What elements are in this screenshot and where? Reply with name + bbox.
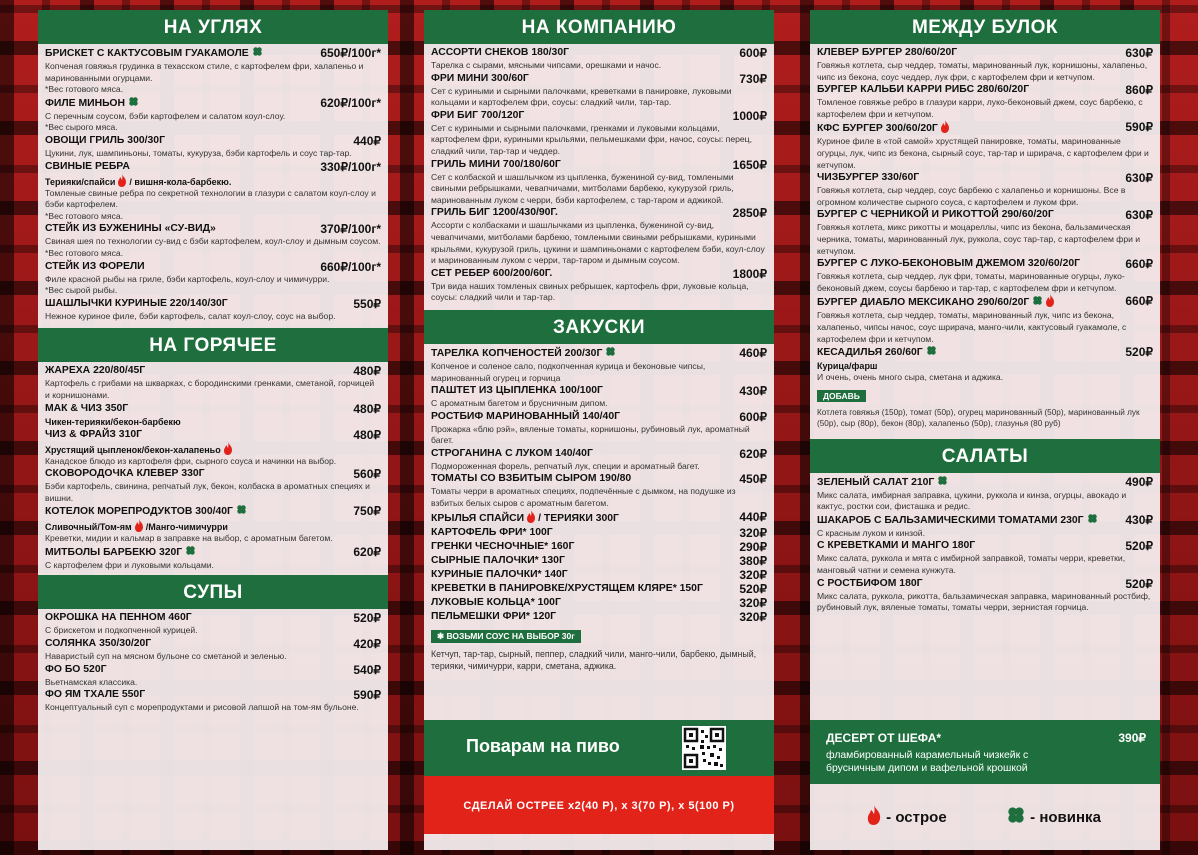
clover-icon [1087, 513, 1098, 524]
item-option: Курица/фарш [817, 361, 878, 372]
item-name: ГРЕНКИ ЧЕСНОЧНЫЕ* 160Г [431, 540, 575, 552]
item-desc: И очень, очень много сыра, сметана и аджика. [817, 372, 1004, 383]
menu-item [431, 526, 767, 540]
item-name: ФРИ БИГ 700/120Г [431, 109, 525, 121]
item-name: МАК & ЧИЗ 350Г [45, 402, 129, 414]
item-price: 320₽ [739, 567, 767, 582]
item-name: ЖАРЕХА 220/80/45Г [45, 365, 146, 377]
item-name: СТРОГАНИНА С ЛУКОМ 140/40Г [431, 447, 593, 459]
menu-item [431, 206, 767, 266]
item-desc: Говяжья котлета, сыр чеддер, лук фри, томаты, маринованные огурцы, луко-беконовый джем, соусы барбекю и тар-тар, с картофелем фри и кетчупом. [817, 271, 1125, 293]
item-desc: Тарелка с сырами, мясными чипсами, орешками и начос. [431, 60, 662, 70]
item-name: БУРГЕР С ЧЕРНИКОЙ И РИКОТТОЙ 290/60/20Г [817, 209, 1054, 221]
menu-item [817, 294, 1153, 345]
clover-icon [252, 46, 263, 57]
item-price: 520₽ [353, 611, 381, 626]
menu-item [431, 384, 767, 410]
flame-icon [526, 510, 536, 523]
menu-item [431, 346, 767, 384]
item-desc: Подмороженная форель, репчатый лук, специи и ароматный багет. [431, 460, 700, 471]
flame-icon [117, 174, 127, 187]
item-price: 430₽ [1125, 512, 1153, 527]
sauce-list: Кетчуп, тар-тар, сырный, пеппер, сладкий чили, манго-чили, барбекю, дымный, терияки, чимичурри, карри, сметана, аджика. [431, 648, 757, 671]
item-price: 380₽ [739, 553, 767, 568]
clover-icon [926, 345, 937, 356]
menu-item [45, 545, 381, 572]
menu-item [431, 46, 767, 72]
legend-new-text: - новинка [1030, 809, 1101, 826]
item-price: 590₽ [353, 688, 381, 703]
item-price: 490₽ [1125, 474, 1153, 489]
item-name: БУРГЕР ДИАБЛО МЕКСИКАНО 290/60/20Г [817, 297, 1030, 309]
menu-item [431, 447, 767, 473]
qr-code-icon[interactable] [682, 726, 726, 770]
item-desc: Концептуальный суп с морепродуктами и рисовой лапшой на том-ям бульоне. [45, 702, 359, 713]
clover-icon [128, 96, 139, 107]
item-name: ТОМАТЫ СО ВЗБИТЫМ СЫРОМ 190/80 [431, 473, 632, 485]
section-title: САЛАТЫ [810, 439, 1160, 473]
menu-item [45, 688, 381, 714]
item-name: ЗЕЛЕНЫЙ САЛАТ 210Г [817, 476, 935, 488]
menu-item [431, 610, 767, 624]
flame-icon [134, 519, 144, 532]
item-price: 550₽ [353, 296, 381, 311]
item-name: СТЕЙК ИЗ БУЖЕНИНЫ «СУ-ВИД» [45, 223, 216, 235]
item-price: 320₽ [739, 609, 767, 624]
menu-item [45, 402, 381, 428]
item-desc: Говяжья котлета, микс рикотты и моцареллы, чипс из бекона, бальзамическая черника, томаты, маринованный лук, руккола, соус тар-тар, с картофелем фри и кетчупом. [817, 222, 1141, 256]
item-name: БУРГЕР С ЛУКО-БЕКОНОВЫМ ДЖЕМОМ 320/60/20Г [817, 258, 1081, 270]
item-name: ЧИЗБУРГЕР 330/60Г [817, 172, 920, 184]
item-desc: Микс салата, имбирная заправка, цукини, руккола и кинза, огурцы, авокадо и кактус, ростки сои, фисташка и редис. [817, 489, 1127, 512]
section-title: НА КОМПАНИЮ [424, 10, 774, 44]
legend-new [1006, 805, 1101, 826]
menu-item [431, 267, 767, 304]
dessert-desc: фламбированный карамельный чизкейк с брусничным дипом и вафельной крошкой [826, 750, 1029, 774]
item-price: 660₽/100г* [320, 259, 381, 274]
add-list: Котлета говяжья (150р), томат (50р), огурец маринованный (50р), маринованный лук (50р), сыр (80р), бекон (80р), халапеньо (50р), глазунья (80 руб) [817, 407, 1140, 428]
item-desc: Сет с куриными и сырными палочками, гренками и луковыми кольцами, картофелем фри, куриными крыльями, пельмешками фри, начос, соусы: перец, сладкий чили, тар-тар и чеддер. [431, 122, 752, 156]
item-price: 520₽ [1125, 576, 1153, 591]
menu-item [45, 297, 381, 323]
item-note: *Вес сырой рыбы. [45, 285, 118, 296]
item-note: *Вес готового мяса. [45, 247, 124, 258]
menu-item [817, 46, 1153, 83]
legend [810, 797, 1160, 831]
section-title: НА УГЛЯХ [38, 10, 388, 44]
item-desc: Сет с куриными и сырными палочками, креветками в панировке, луковыми кольцами и картофелем фри, соусы: сладкий чили, тар-тар. [431, 85, 732, 108]
item-desc: Картофель с грибами на шкварках, с бородинскими гренками, сметаной, горчицей и корнишонами. [45, 378, 375, 400]
item-desc: Говяжья котлета, сыр чеддер, соус барбекю с халапеньо и корнишоны. Все в огромном количестве сырного соуса, с картофелем и луком фри. [817, 185, 1126, 207]
clover-icon [1006, 805, 1026, 825]
item-option: Чикен-терияки/бекон-барбекю [45, 416, 181, 427]
menu-item [45, 96, 381, 134]
item-desc: Куриное филе в «той самой» хрустящей панировке, томаты, маринованные огурцы, лук, чипс из бекона, сырный соус, тар-тар и шрирача, с картофелем фри и кетчупом. [817, 136, 1149, 170]
item-price: 620₽/100г* [320, 95, 381, 110]
menu-item [45, 467, 381, 504]
item-price: 1000₽ [732, 108, 767, 123]
item-price: 330₽/100г* [320, 159, 381, 174]
menu-item [817, 345, 1153, 384]
menu-item [45, 260, 381, 297]
item-price: 460₽ [739, 345, 767, 360]
clover-icon [185, 545, 196, 556]
item-name: СЫРНЫЕ ПАЛОЧКИ* 130Г [431, 554, 565, 566]
item-name: ШАШЛЫЧКИ КУРИНЫЕ 220/140/30Г [45, 297, 228, 309]
item-name: ГРИЛЬ БИГ 1200/430/90Г. [431, 207, 558, 219]
item-name: СЕТ РЕБЕР 600/200/60Г. [431, 267, 553, 279]
item-price: 1650₽ [732, 157, 767, 172]
item-desc: С красным луком и кинзой. [817, 527, 925, 538]
item-name: КРЫЛЬЯ СПАЙСИ [431, 512, 525, 524]
item-name: ФО БО 520Г [45, 663, 107, 675]
item-option: Хрустящий цыпленок/бекон-халапеньо [45, 442, 381, 456]
item-name: МИТБОЛЫ БАРБЕКЮ 320Г [45, 546, 183, 558]
menu-item [45, 663, 381, 689]
item-price: 730₽ [739, 71, 767, 86]
item-price: 2850₽ [732, 206, 767, 221]
section-title: СУПЫ [38, 575, 388, 609]
item-price: 430₽ [739, 384, 767, 399]
flame-icon [866, 805, 882, 825]
item-name: КОТЕЛОК МОРЕПРОДУКТОВ 300/40Г [45, 506, 233, 518]
item-price: 290₽ [739, 539, 767, 554]
item-price: 480₽ [353, 427, 381, 442]
item-desc: Томленые свиные ребра по секретной технологии в глазури с салатом коул-слоу и бэби картофелем. [45, 187, 376, 210]
item-price: 450₽ [739, 472, 767, 487]
item-name: БРИСКЕТ С КАКТУСОВЫМ ГУАКАМОЛЕ [45, 48, 249, 59]
item-note: *Вес готового мяса. [45, 210, 124, 221]
menu-item [431, 72, 767, 109]
legend-spicy-text: - острое [886, 809, 947, 826]
item-name: ФИЛЕ МИНЬОН [45, 97, 125, 109]
dessert-block [810, 720, 1160, 784]
flame-icon [940, 120, 950, 133]
menu-item [431, 568, 767, 582]
item-name: КУРИНЫЕ ПАЛОЧКИ* 140Г [431, 568, 568, 580]
menu-column-1 [38, 10, 388, 850]
legend-spicy [866, 805, 947, 826]
item-name-suffix: / ТЕРИЯКИ 300Г [538, 512, 619, 524]
item-name: КЕСАДИЛЬЯ 260/60Г [817, 347, 923, 359]
item-price: 1800₽ [732, 266, 767, 281]
sauce-tag: ✱ ВОЗЬМИ СОУС НА ВЫБОР 30г [431, 630, 581, 643]
item-price: 590₽ [1125, 120, 1153, 135]
item-name: ЧИЗ & ФРАЙЗ 310Г [45, 428, 143, 440]
menu-item [431, 410, 767, 447]
clover-icon [236, 504, 247, 515]
item-price: 600₽ [739, 409, 767, 424]
menu-item [45, 364, 381, 401]
menu-item [817, 171, 1153, 208]
item-name: ОВОЩИ ГРИЛЬ 300/30Г [45, 134, 165, 146]
tip-label: Поварам на пиво [466, 736, 620, 756]
item-name: КФС БУРГЕР 300/60/20Г [817, 123, 938, 135]
flame-icon [1045, 294, 1055, 307]
item-option: Сливочный/Том-ям /Манго-чимичурри [45, 519, 381, 533]
item-price: 520₽ [1125, 539, 1153, 554]
menu-item [45, 504, 381, 545]
item-desc: С брискетом и подкопченной курицей. [45, 625, 198, 636]
item-desc: Канадское блюдо из картофеля фри, сырного соуса и начинки на выбор. [45, 455, 337, 466]
item-price: 540₽ [353, 662, 381, 677]
spicy-banner [424, 776, 774, 834]
clover-icon [605, 346, 616, 357]
item-price: 660₽ [1125, 257, 1153, 272]
item-desc: Свиная шея по технологии су-вид с бэби картофелем, коул-слоу и дымным соусом. [45, 236, 381, 247]
menu-item [45, 611, 381, 637]
item-desc: Прожарка «блю рэй», вяленые томаты, корнишоны, рубиновый лук, ароматный багет. [431, 423, 750, 446]
item-price: 650₽/100г* [320, 46, 381, 60]
menu-item [431, 472, 767, 509]
menu-item [431, 158, 767, 207]
menu-item [45, 46, 381, 96]
item-desc: С перечным соусом, бэби картофелем и салатом коул-слоу. [45, 110, 286, 121]
menu-item [817, 577, 1153, 614]
item-name: ФО ЯМ ТХАЛЕ 550Г [45, 689, 146, 701]
item-price: 620₽ [353, 544, 381, 559]
item-price: 520₽ [739, 581, 767, 596]
menu-item [431, 582, 767, 596]
item-desc: Томленое говяжье ребро в глазури карри, луко-беконовый джем, соус барбекю, с картофелем фри и кетчупом. [817, 97, 1143, 119]
item-desc: Цукини, лук, шампиньоны, томаты, кукуруза, бэби картофель и соус тар-тар. [45, 147, 352, 158]
item-price: 320₽ [739, 595, 767, 610]
item-price: 600₽ [739, 46, 767, 60]
item-desc: Ассорти с колбасками и шашлычками из цыпленка, бужениной су-вид, чевапчичами, митболами барбекю, томлеными свиными ребрышками, куриными крыльями, кукурузой гриль, цукини и шампиньонами с картофелем бэби, коул-слоу и маринованным луком с черри, тар-таром и дымным соусом. [431, 220, 765, 266]
item-desc: Копченая говяжья грудинка в техасском стиле, с картофелем фри, халапеньо и маринованными огурцами. [45, 61, 364, 83]
clover-icon [1032, 295, 1043, 306]
item-desc: Нежное куриное филе, бэби картофель, салат коул-слоу, соус на выбор. [45, 310, 336, 321]
item-price: 370₽/100г* [320, 222, 381, 237]
menu-item [817, 120, 1153, 171]
item-name: ШАКАРОБ С БАЛЬЗАМИЧЕСКИМИ ТОМАТАМИ 230Г [817, 514, 1084, 526]
menu-item [817, 83, 1153, 120]
item-name: СТЕЙК ИЗ ФОРЕЛИ [45, 260, 145, 272]
item-name: ЛУКОВЫЕ КОЛЬЦА* 100Г [431, 596, 561, 608]
item-note: *Вес сырого мяса. [45, 122, 118, 133]
item-desc: Копченое и соленое сало, подкопченная курица и беконовые чипсы, маринованный огурец и горчица [431, 360, 706, 383]
item-price: 420₽ [353, 637, 381, 652]
item-name: АССОРТИ СНЕКОВ 180/30Г [431, 47, 569, 58]
item-price: 630₽ [1125, 46, 1153, 60]
item-name: КЛЕВЕР БУРГЕР 280/60/20Г [817, 47, 958, 58]
add-tag: ДОБАВЬ [817, 390, 866, 402]
item-price: 630₽ [1125, 208, 1153, 223]
item-price: 560₽ [353, 467, 381, 482]
item-desc: Креветки, мидии и кальмар в заправке на выбор, с ароматным багетом. [45, 533, 333, 544]
menu-item [45, 222, 381, 259]
item-desc: С картофелем фри и луковыми кольцами. [45, 559, 214, 570]
item-desc: Микс салата, руккола, рикотта, бальзамическая заправка, маринованный ростбиф, рубиновый лук, вяленые томаты, томаты черри, зернистая горчица. [817, 590, 1151, 613]
dessert-price: 390₽ [1118, 731, 1146, 745]
section-title: НА ГОРЯЧЕЕ [38, 328, 388, 362]
item-name: С РОСТБИФОМ 180Г [817, 577, 923, 589]
item-option: Терияки/спайси / вишня-кола-барбекю. [45, 174, 381, 188]
menu-item [431, 540, 767, 554]
item-desc: Вьетнамская классика. [45, 676, 138, 687]
item-desc: Наваристый суп на мясном бульоне со сметаной и зеленью. [45, 651, 287, 662]
clover-icon [937, 475, 948, 486]
menu-item [817, 208, 1153, 257]
item-desc: Томаты черри в ароматных специях, подпечённые с дымком, на подушке из взбитых белых сыров с ароматным багетом. [431, 486, 736, 509]
item-desc: Говяжья котлета, сыр чеддер, томаты, маринованный лук, чипс из бекона, халапеньо, чипсы начос, соус шрирача, манго-чили, кактусовый гуакамоле, с картофелем фри и кетчупом. [817, 310, 1127, 344]
menu-item [431, 109, 767, 158]
item-desc: Бэби картофель, свинина, репчатый лук, бекон, колбаска в ароматных специях и вишни. [45, 481, 370, 503]
item-price: 480₽ [353, 364, 381, 379]
spicy-label: СДЕЛАЙ ОСТРЕЕ х2(40 Р), х 3(70 Р), х 5(100 Р) [463, 800, 735, 812]
item-desc: Три вида наших томленых свиных ребрышек, картофель фри, луковые кольца, соусы: сладкий чили и тар-тар. [431, 280, 749, 303]
menu-item [817, 475, 1153, 513]
item-name: РОСТБИФ МАРИНОВАННЫЙ 140/40Г [431, 410, 620, 422]
item-price: 750₽ [353, 504, 381, 519]
item-name: ТАРЕЛКА КОПЧЕНОСТЕЙ 200/30Г [431, 347, 603, 359]
item-price: 440₽ [353, 133, 381, 148]
item-price: 520₽ [1125, 345, 1153, 360]
item-desc: Сет с колбаской и шашлычком из цыпленка, бужениной су-вид, томлеными свиными ребрышками, чевапчичами, митболами барбекю, кукурузой гриль, маринованным луком с черри, бэби картофелем, с тар-таром и аджикой. [431, 171, 734, 205]
menu-item [817, 539, 1153, 576]
menu-item [431, 596, 767, 610]
menu-item [431, 510, 767, 526]
item-desc: Микс салата, руккола и мята с имбирной заправкой, томаты черри, креветки, манговый чатни и семена кунжута. [817, 553, 1126, 576]
item-note: *Вес готового мяса. [45, 84, 124, 95]
tip-banner [424, 720, 774, 776]
item-name: СВИНЫЕ РЕБРА [45, 160, 130, 172]
menu-item [45, 637, 381, 663]
item-name: КРЕВЕТКИ В ПАНИРОВКЕ/ХРУСТЯЩЕМ КЛЯРЕ* 150Г [431, 582, 703, 594]
menu-item [817, 513, 1153, 540]
dessert-name: ДЕСЕРТ ОТ ШЕФА* [826, 731, 942, 745]
item-price: 320₽ [739, 525, 767, 540]
item-name: ГРИЛЬ МИНИ 700/180/60Г [431, 158, 561, 170]
item-price: 480₽ [353, 401, 381, 416]
flame-icon [223, 442, 233, 455]
item-desc: Филе красной рыбы на гриле, бэби картофель, коул-слоу и чимичурри. [45, 273, 330, 284]
item-price: 860₽ [1125, 83, 1153, 98]
item-name: СОЛЯНКА 350/30/20Г [45, 638, 152, 650]
item-desc: Говяжья котлета, сыр чеддер, томаты, маринованный лук, корнишоны, халапеньо, чипс из бекона, соус чеддер, лук фри, с картофелем фри и кетчупом. [817, 60, 1148, 82]
section-title: МЕЖДУ БУЛОК [810, 10, 1160, 44]
item-price: 620₽ [739, 446, 767, 461]
item-name: БУРГЕР КАЛЬБИ КАРРИ РИБС 280/60/20Г [817, 84, 1030, 96]
item-price: 440₽ [739, 509, 767, 524]
item-name: ПАШТЕТ ИЗ ЦЫПЛЕНКА 100/100Г [431, 385, 603, 397]
item-name: ОКРОШКА НА ПЕННОМ 460Г [45, 612, 192, 624]
section-title: ЗАКУСКИ [424, 310, 774, 344]
menu-item [45, 428, 381, 468]
item-name: ФРИ МИНИ 300/60Г [431, 72, 529, 84]
item-desc: С ароматным багетом и брусничным дипом. [431, 398, 608, 409]
menu-item [431, 554, 767, 568]
item-price: 660₽ [1125, 294, 1153, 309]
item-name: ПЕЛЬМЕШКИ ФРИ* 120Г [431, 610, 557, 622]
item-name: СКОВОРОДОЧКА КЛЕВЕР 330Г [45, 468, 205, 480]
menu-item [45, 160, 381, 223]
item-name: С КРЕВЕТКАМИ И МАНГО 180Г [817, 540, 976, 552]
menu-item [45, 134, 381, 160]
item-price: 630₽ [1125, 171, 1153, 186]
menu-item [817, 257, 1153, 294]
item-name: КАРТОФЕЛЬ ФРИ* 100Г [431, 526, 553, 538]
